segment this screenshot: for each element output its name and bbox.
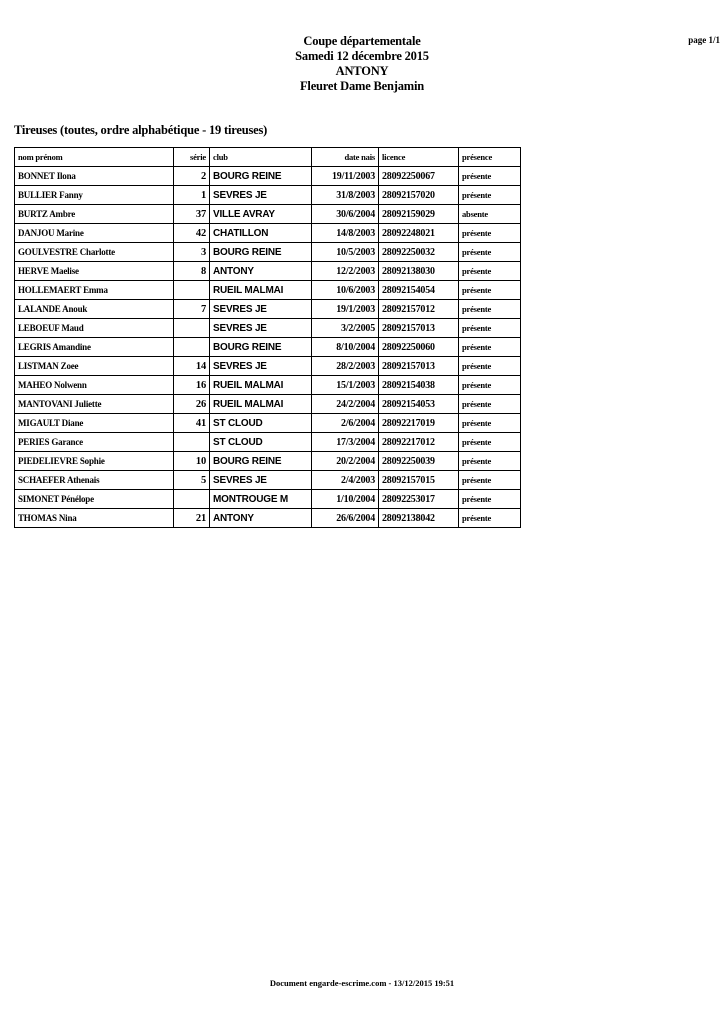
table-header-row — [15, 148, 521, 167]
cell-birthdate: 2/6/2004 — [312, 414, 379, 433]
cell-licence: 28092217019 — [379, 414, 459, 433]
cell-birthdate: 24/2/2004 — [312, 395, 379, 414]
cell-birthdate: 1/10/2004 — [312, 490, 379, 509]
table-row — [15, 433, 521, 452]
cell-licence: 28092157013 — [379, 357, 459, 376]
cell-licence: 28092253017 — [379, 490, 459, 509]
cell-presence: présente — [459, 433, 521, 452]
table-row — [15, 414, 521, 433]
cell-serie: 8 — [174, 262, 210, 281]
cell-presence: présente — [459, 300, 521, 319]
cell-birthdate: 12/2/2003 — [312, 262, 379, 281]
cell-club: VILLE AVRAY — [210, 205, 312, 224]
cell-name: PIEDELIEVRE Sophie — [15, 452, 174, 471]
cell-name: LISTMAN Zoee — [15, 357, 174, 376]
cell-presence: présente — [459, 357, 521, 376]
cell-presence: présente — [459, 490, 521, 509]
cell-name: HERVE Maelise — [15, 262, 174, 281]
cell-name: BULLIER Fanny — [15, 186, 174, 205]
cell-presence: présente — [459, 281, 521, 300]
cell-club: SEVRES JE — [210, 300, 312, 319]
cell-presence: présente — [459, 452, 521, 471]
competition-category: Fleuret Dame Benjamin — [299, 79, 425, 93]
cell-birthdate: 17/3/2004 — [312, 433, 379, 452]
cell-presence: présente — [459, 471, 521, 490]
cell-birthdate: 3/2/2005 — [312, 319, 379, 338]
table-row — [15, 471, 521, 490]
column-header-presence: présence — [459, 148, 521, 167]
cell-birthdate: 14/8/2003 — [312, 224, 379, 243]
table-row — [15, 357, 521, 376]
cell-presence: présente — [459, 376, 521, 395]
column-header-name: nom prénom — [15, 148, 174, 167]
cell-club: BOURG REINE — [210, 243, 312, 262]
cell-birthdate: 26/6/2004 — [312, 509, 379, 528]
column-header-club: club — [210, 148, 312, 167]
cell-licence: 28092154053 — [379, 395, 459, 414]
column-header-birthdate: date nais — [312, 148, 379, 167]
cell-club: ANTONY — [210, 509, 312, 528]
cell-presence: présente — [459, 262, 521, 281]
cell-presence: absente — [459, 205, 521, 224]
competition-location: ANTONY — [335, 64, 389, 78]
cell-licence: 28092250060 — [379, 338, 459, 357]
table-row — [15, 243, 521, 262]
cell-birthdate: 10/6/2003 — [312, 281, 379, 300]
table-row — [15, 186, 521, 205]
cell-birthdate: 2/4/2003 — [312, 471, 379, 490]
cell-presence: présente — [459, 414, 521, 433]
cell-serie — [174, 338, 210, 357]
cell-club: SEVRES JE — [210, 357, 312, 376]
table-body — [15, 167, 521, 528]
table-row — [15, 262, 521, 281]
cell-birthdate: 20/2/2004 — [312, 452, 379, 471]
cell-birthdate: 15/1/2003 — [312, 376, 379, 395]
cell-licence: 28092138030 — [379, 262, 459, 281]
cell-serie: 41 — [174, 414, 210, 433]
cell-licence: 28092157013 — [379, 319, 459, 338]
cell-serie: 16 — [174, 376, 210, 395]
cell-serie: 37 — [174, 205, 210, 224]
cell-serie: 7 — [174, 300, 210, 319]
competition-date: Samedi 12 décembre 2015 — [295, 49, 429, 63]
table-row — [15, 395, 521, 414]
cell-birthdate: 19/1/2003 — [312, 300, 379, 319]
cell-presence: présente — [459, 509, 521, 528]
table-row — [15, 490, 521, 509]
cell-presence: présente — [459, 319, 521, 338]
cell-club: ANTONY — [210, 262, 312, 281]
cell-licence: 28092250067 — [379, 167, 459, 186]
section-title: Tireuses (toutes, ordre alphabétique - 19 tireuses) — [14, 123, 268, 137]
cell-licence: 28092159029 — [379, 205, 459, 224]
cell-licence: 28092157012 — [379, 300, 459, 319]
cell-licence: 28092248021 — [379, 224, 459, 243]
cell-name: PERIES Garance — [15, 433, 174, 452]
cell-name: GOULVESTRE Charlotte — [15, 243, 174, 262]
cell-presence: présente — [459, 243, 521, 262]
cell-name: SIMONET Pénélope — [15, 490, 174, 509]
footer-note: Document engarde-escrime.com - 13/12/2015 19:51 — [269, 978, 455, 988]
cell-club: SEVRES JE — [210, 471, 312, 490]
column-header-licence: licence — [379, 148, 459, 167]
cell-licence: 28092157020 — [379, 186, 459, 205]
table-row — [15, 338, 521, 357]
table-row — [15, 376, 521, 395]
cell-birthdate: 28/2/2003 — [312, 357, 379, 376]
cell-presence: présente — [459, 224, 521, 243]
cell-birthdate: 10/5/2003 — [312, 243, 379, 262]
cell-club: RUEIL MALMAI — [210, 376, 312, 395]
cell-licence: 28092154038 — [379, 376, 459, 395]
cell-serie — [174, 281, 210, 300]
table-row — [15, 319, 521, 338]
cell-club: BOURG REINE — [210, 167, 312, 186]
cell-serie: 26 — [174, 395, 210, 414]
cell-licence: 28092217012 — [379, 433, 459, 452]
cell-name: HOLLEMAERT Emma — [15, 281, 174, 300]
cell-name: LEGRIS Amandine — [15, 338, 174, 357]
cell-club: CHATILLON — [210, 224, 312, 243]
cell-club: BOURG REINE — [210, 338, 312, 357]
cell-name: DANJOU Marine — [15, 224, 174, 243]
cell-club: BOURG REINE — [210, 452, 312, 471]
table-row — [15, 452, 521, 471]
fencers-table — [14, 147, 521, 528]
cell-serie: 21 — [174, 509, 210, 528]
cell-name: SCHAEFER Athenais — [15, 471, 174, 490]
cell-name: THOMAS Nina — [15, 509, 174, 528]
column-header-serie: série — [174, 148, 210, 167]
document-header — [0, 34, 724, 94]
cell-name: MIGAULT Diane — [15, 414, 174, 433]
cell-serie — [174, 433, 210, 452]
cell-name: BURTZ Ambre — [15, 205, 174, 224]
cell-serie: 3 — [174, 243, 210, 262]
cell-birthdate: 30/6/2004 — [312, 205, 379, 224]
cell-licence: 28092250039 — [379, 452, 459, 471]
cell-club: RUEIL MALMAI — [210, 281, 312, 300]
cell-serie: 42 — [174, 224, 210, 243]
cell-birthdate: 8/10/2004 — [312, 338, 379, 357]
cell-presence: présente — [459, 395, 521, 414]
cell-serie — [174, 490, 210, 509]
cell-serie: 5 — [174, 471, 210, 490]
cell-serie: 1 — [174, 186, 210, 205]
cell-club: ST CLOUD — [210, 414, 312, 433]
cell-name: BONNET Ilona — [15, 167, 174, 186]
cell-birthdate: 31/8/2003 — [312, 186, 379, 205]
table-row — [15, 300, 521, 319]
cell-licence: 28092250032 — [379, 243, 459, 262]
cell-name: MANTOVANI Juliette — [15, 395, 174, 414]
page-number: page 1/1 — [688, 35, 720, 45]
table-row — [15, 167, 521, 186]
cell-serie: 2 — [174, 167, 210, 186]
cell-presence: présente — [459, 167, 521, 186]
cell-presence: présente — [459, 338, 521, 357]
cell-licence: 28092157015 — [379, 471, 459, 490]
cell-club: RUEIL MALMAI — [210, 395, 312, 414]
cell-club: ST CLOUD — [210, 433, 312, 452]
cell-club: SEVRES JE — [210, 186, 312, 205]
cell-birthdate: 19/11/2003 — [312, 167, 379, 186]
cell-serie — [174, 319, 210, 338]
cell-club: MONTROUGE M — [210, 490, 312, 509]
competition-title: Coupe départementale — [303, 34, 421, 48]
cell-licence: 28092154054 — [379, 281, 459, 300]
cell-name: LEBOEUF Maud — [15, 319, 174, 338]
cell-name: MAHEO Nolwenn — [15, 376, 174, 395]
cell-presence: présente — [459, 186, 521, 205]
cell-name: LALANDE Anouk — [15, 300, 174, 319]
cell-serie: 14 — [174, 357, 210, 376]
table-row — [15, 509, 521, 528]
table-row — [15, 224, 521, 243]
cell-club: SEVRES JE — [210, 319, 312, 338]
cell-licence: 28092138042 — [379, 509, 459, 528]
table-row — [15, 281, 521, 300]
table-row — [15, 205, 521, 224]
cell-serie: 10 — [174, 452, 210, 471]
